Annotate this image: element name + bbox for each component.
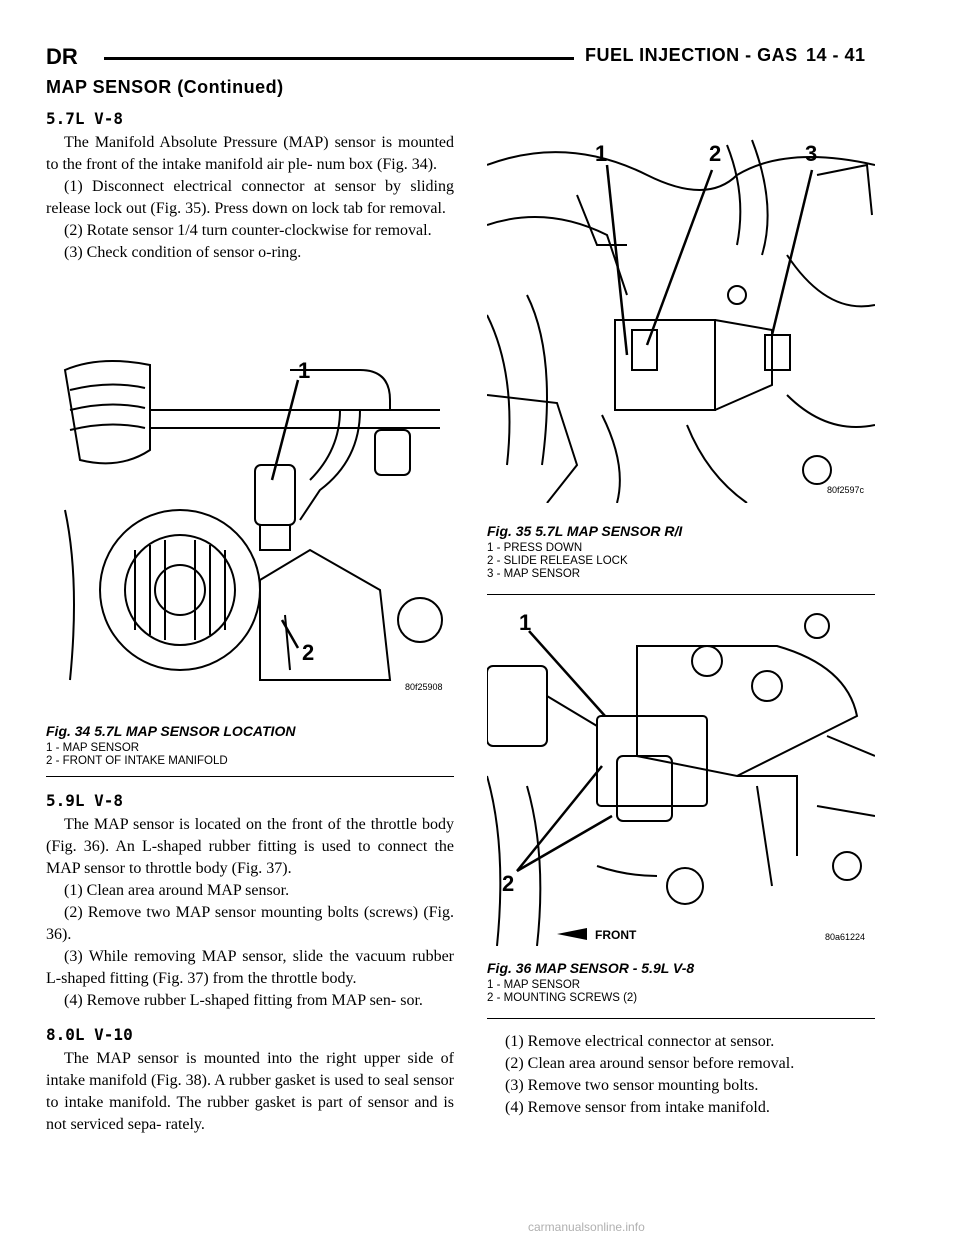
fig35-legend-1: 1 - PRESS DOWN bbox=[487, 542, 583, 554]
fig36-front-label: FRONT bbox=[595, 928, 637, 942]
paragraph: The MAP sensor is located on the front of the throttle body (Fig. 36). An L-shaped rubber fitting is used to connect the MAP sensor to throttle body (Fig. 37). bbox=[46, 816, 454, 877]
header-rule bbox=[104, 57, 574, 60]
fig34-caption bbox=[46, 723, 454, 768]
header-manual-code: DR bbox=[46, 44, 78, 69]
fig36-code: 80a61224 bbox=[825, 932, 866, 942]
left-column-5-7l bbox=[46, 108, 454, 264]
page-number: 14 - 41 bbox=[806, 45, 866, 65]
fig34-rule bbox=[46, 776, 454, 777]
fig35-illustration bbox=[487, 135, 875, 503]
step: (3) Check condition of sensor o-ring. bbox=[64, 244, 302, 261]
fig35-callout-2: 2 bbox=[709, 141, 722, 166]
fig34-legend-1: 1 - MAP SENSOR bbox=[46, 742, 140, 754]
step: (4) Remove rubber L-shaped fitting from MAP sen- sor. bbox=[64, 992, 423, 1009]
step: (2) Remove two MAP sensor mounting bolts (screws) (Fig. 36). bbox=[46, 904, 454, 943]
step: (1) Disconnect electrical connector at sensor by sliding release lock out (Fig. 35). Press down on lock tab for removal. bbox=[46, 178, 454, 217]
front-arrow-icon bbox=[557, 928, 587, 940]
fig35-rule bbox=[487, 594, 875, 595]
step: (1) Clean area around MAP sensor. bbox=[64, 882, 290, 899]
fig34-title: Fig. 34 5.7L MAP SENSOR LOCATION bbox=[46, 723, 296, 739]
fig35-code: 80f2597c bbox=[827, 485, 865, 495]
left-column-5-9l bbox=[46, 790, 454, 1136]
step: (1) Remove electrical connector at sensor. bbox=[505, 1033, 775, 1050]
fig36-legend-2: 2 - MOUNTING SCREWS (2) bbox=[487, 992, 638, 1004]
paragraph: The Manifold Absolute Pressure (MAP) sensor is mounted to the front of the intake manifold air ple- num box (Fig. 34). bbox=[46, 134, 454, 173]
fig34-code: 80f25908 bbox=[405, 682, 443, 692]
section-continued-title: MAP SENSOR (Continued) bbox=[46, 77, 284, 97]
watermark: carmanualsonline.info bbox=[528, 1220, 645, 1234]
fig35-title: Fig. 35 5.7L MAP SENSOR R/I bbox=[487, 523, 683, 539]
step: (4) Remove sensor from intake manifold. bbox=[505, 1099, 770, 1116]
step: (3) Remove two sensor mounting bolts. bbox=[505, 1077, 759, 1094]
fig35-callout-1: 1 bbox=[595, 141, 608, 166]
heading-5-7l: 5.7L V-8 bbox=[46, 109, 124, 128]
fig35-callout-3: 3 bbox=[805, 141, 818, 166]
heading-5-9l: 5.9L V-8 bbox=[46, 791, 124, 810]
fig36-illustration bbox=[487, 606, 875, 946]
fig36-rule bbox=[487, 1018, 875, 1019]
fig36-legend-1: 1 - MAP SENSOR bbox=[487, 979, 581, 991]
fig35-legend-3: 3 - MAP SENSOR bbox=[487, 568, 581, 580]
fig36-callout-1: 1 bbox=[519, 610, 532, 635]
fig34-illustration bbox=[60, 350, 455, 705]
header-title: FUEL INJECTION - GAS bbox=[585, 45, 798, 65]
fig34-legend-2: 2 - FRONT OF INTAKE MANIFOLD bbox=[46, 755, 228, 767]
fig35-legend-2: 2 - SLIDE RELEASE LOCK bbox=[487, 555, 628, 567]
fig36-title: Fig. 36 MAP SENSOR - 5.9L V-8 bbox=[487, 960, 695, 976]
paragraph: The MAP sensor is mounted into the right upper side of intake manifold (Fig. 38). A rubber gasket is used to seal sensor to intake manifold. The rubber gasket is part of sensor and is not serviced sepa- rately. bbox=[46, 1050, 454, 1133]
fig36-caption bbox=[487, 960, 875, 1005]
right-column-steps bbox=[487, 1031, 875, 1119]
fig34-callout-1: 1 bbox=[298, 358, 311, 383]
step: (2) Rotate sensor 1/4 turn counter-clockwise for removal. bbox=[64, 222, 432, 239]
fig34-callout-2: 2 bbox=[302, 640, 315, 665]
fig35-caption bbox=[487, 523, 875, 581]
heading-8-0l: 8.0L V-10 bbox=[46, 1025, 133, 1044]
fig36-callout-2: 2 bbox=[502, 871, 515, 896]
step: (2) Clean area around sensor before removal. bbox=[505, 1055, 795, 1072]
step: (3) While removing MAP sensor, slide the vacuum rubber L-shaped fitting (Fig. 37) from the throttle body. bbox=[46, 948, 454, 987]
